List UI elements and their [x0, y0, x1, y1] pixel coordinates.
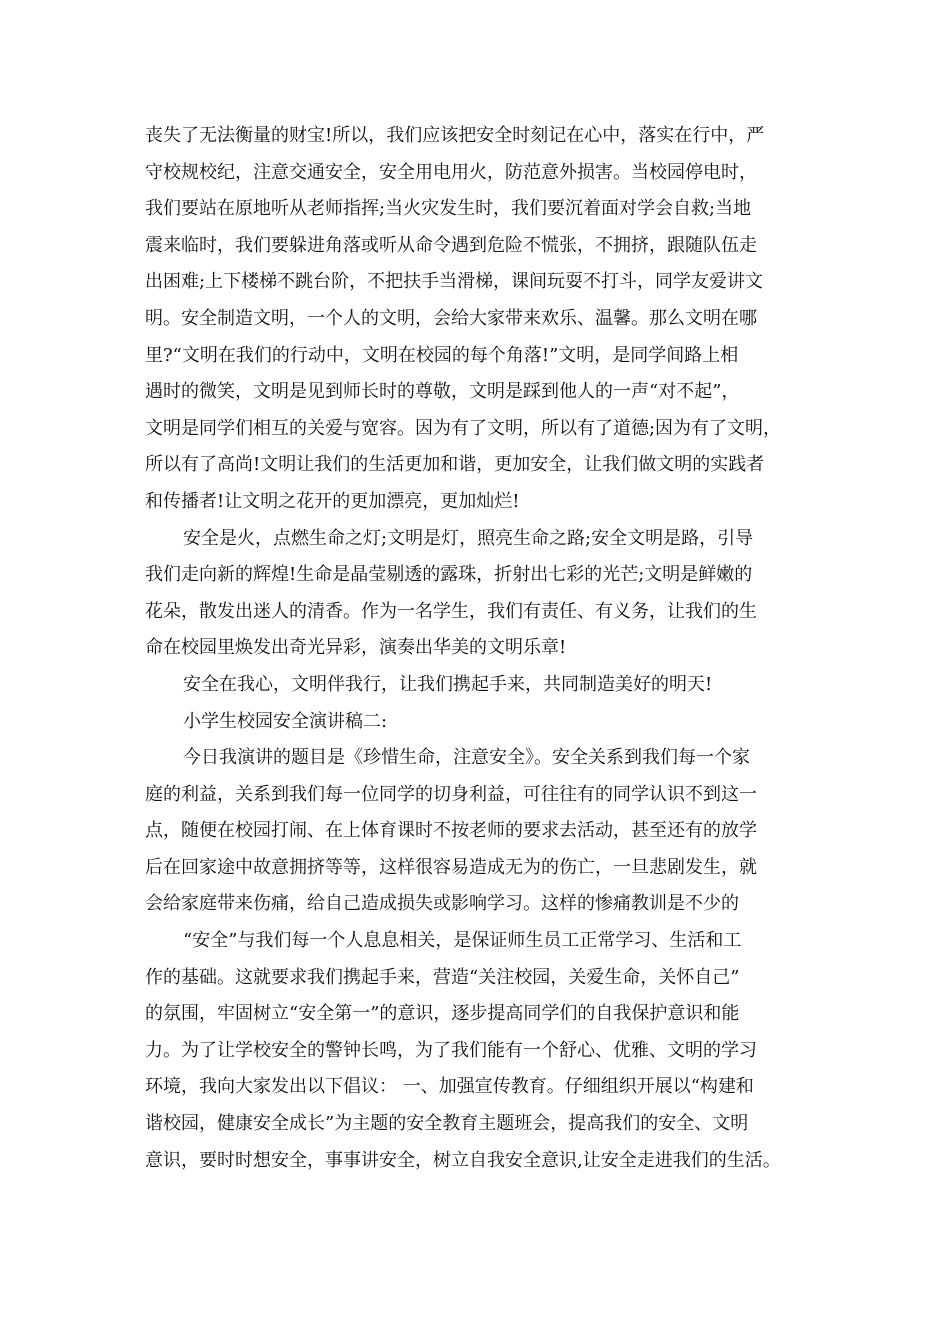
- text-line: 命在校园里焕发出奇光异彩，演奏出华美的文明乐章!: [145, 637, 567, 659]
- text-line: 庭的利益，关系到我们每一位同学的切身利益，可往往有的同学认识不到这一: [145, 783, 757, 805]
- text-line: 会给家庭带来伤痛，给自己造成损失或影响学习。这样的惨痛教训是不少的: [145, 893, 739, 915]
- text-line: 震来临时，我们要躲进角落或听从命令遇到危险不慌张，不拥挤，跟随队伍走: [145, 234, 757, 256]
- paragraph-first-line: 安全是火，点燃生命之灯;文明是灯，照亮生命之路;安全文明是路，引导: [183, 527, 754, 549]
- text-line: 丧失了无法衡量的财宝!所以，我们应该把安全时刻记在心中，落实在行中，严: [145, 125, 765, 146]
- text-line: 花朵，散发出迷人的清香。作为一名学生，我们有责任、有义务，让我们的生: [145, 600, 757, 622]
- paragraph-first-line: “安全”与我们每一个人息息相关，是保证师生员工正常学习、生活和工: [183, 930, 742, 952]
- text-line: 文明是同学们相互的关爱与宽容。因为有了文明，所以有了道德;因为有了文明，: [145, 417, 782, 439]
- text-line: 意识，要时时想安全，事事讲安全，树立自我安全意识,让安全走进我们的生活。: [145, 1149, 781, 1171]
- text-line: 明。安全制造文明，一个人的文明，会给大家带来欢乐、温馨。那么文明在哪: [145, 307, 757, 329]
- section-heading: 小学生校园安全演讲稿二:: [183, 710, 388, 732]
- text-line: 我们要站在原地听从老师指挥;当火灾发生时，我们要沉着面对学会自救;当地: [145, 198, 752, 220]
- text-line: 和传播者!让文明之花开的更加漂亮，更加灿烂!: [145, 490, 520, 512]
- text-line: 环境，我向大家发出以下倡议： 一、加强宣传教育。仔细组织开展以“构建和: [145, 1076, 754, 1098]
- text-line: 守校规校纪，注意交通安全，安全用电用火，防范意外损害。当校园停电时，: [145, 161, 757, 183]
- paragraph-first-line: 安全在我心，文明伴我行，让我们携起手来，共同制造美好的明天!: [183, 673, 713, 695]
- text-line: 作的基础。这就要求我们携起手来，营造“关注校园，关爱生命，关怀自己”: [145, 966, 740, 988]
- text-line: 我们走向新的辉煌!生命是晶莹剔透的露珠，折射出七彩的光芒;文明是鲜嫩的: [145, 564, 753, 586]
- text-line: 点，随便在校园打闹、在上体育课时不按老师的要求去活动，甚至还有的放学: [145, 820, 757, 842]
- text-line: 出困难;上下楼梯不跳台阶，不把扶手当滑梯，课间玩耍不打斗，同学友爱讲文: [145, 271, 764, 293]
- document-body: [145, 118, 825, 1179]
- text-line: 谐校园，健康安全成长”为主题的安全教育主题班会，提高我们的安全、文明: [145, 1113, 749, 1135]
- text-line: 后在回家途中故意拥挤等等，这样很容易造成无为的伤亡，一旦悲剧发生，就: [145, 856, 757, 878]
- text-line: 力。为了让学校安全的警钟长鸣，为了我们能有一个舒心、优雅、文明的学习: [145, 1039, 757, 1061]
- paragraph-first-line: 今日我演讲的题目是《珍惜生命，注意安全》。安全关系到我们每一个家: [183, 747, 750, 769]
- text-line: 遇时的微笑，文明是见到师长时的尊敬，文明是踩到他人的一声“对不起”，: [145, 381, 740, 403]
- text-line: 里?“文明在我们的行动中，文明在校园的每个角落!”文明，是同学间路上相: [145, 344, 739, 366]
- text-line: 的氛围，牢固树立“安全第一”的意识，逐步提高同学们的自我保护意识和能: [145, 1003, 740, 1025]
- text-line: 所以有了高尚!文明让我们的生活更加和谐，更加安全，让我们做文明的实践者: [145, 454, 765, 476]
